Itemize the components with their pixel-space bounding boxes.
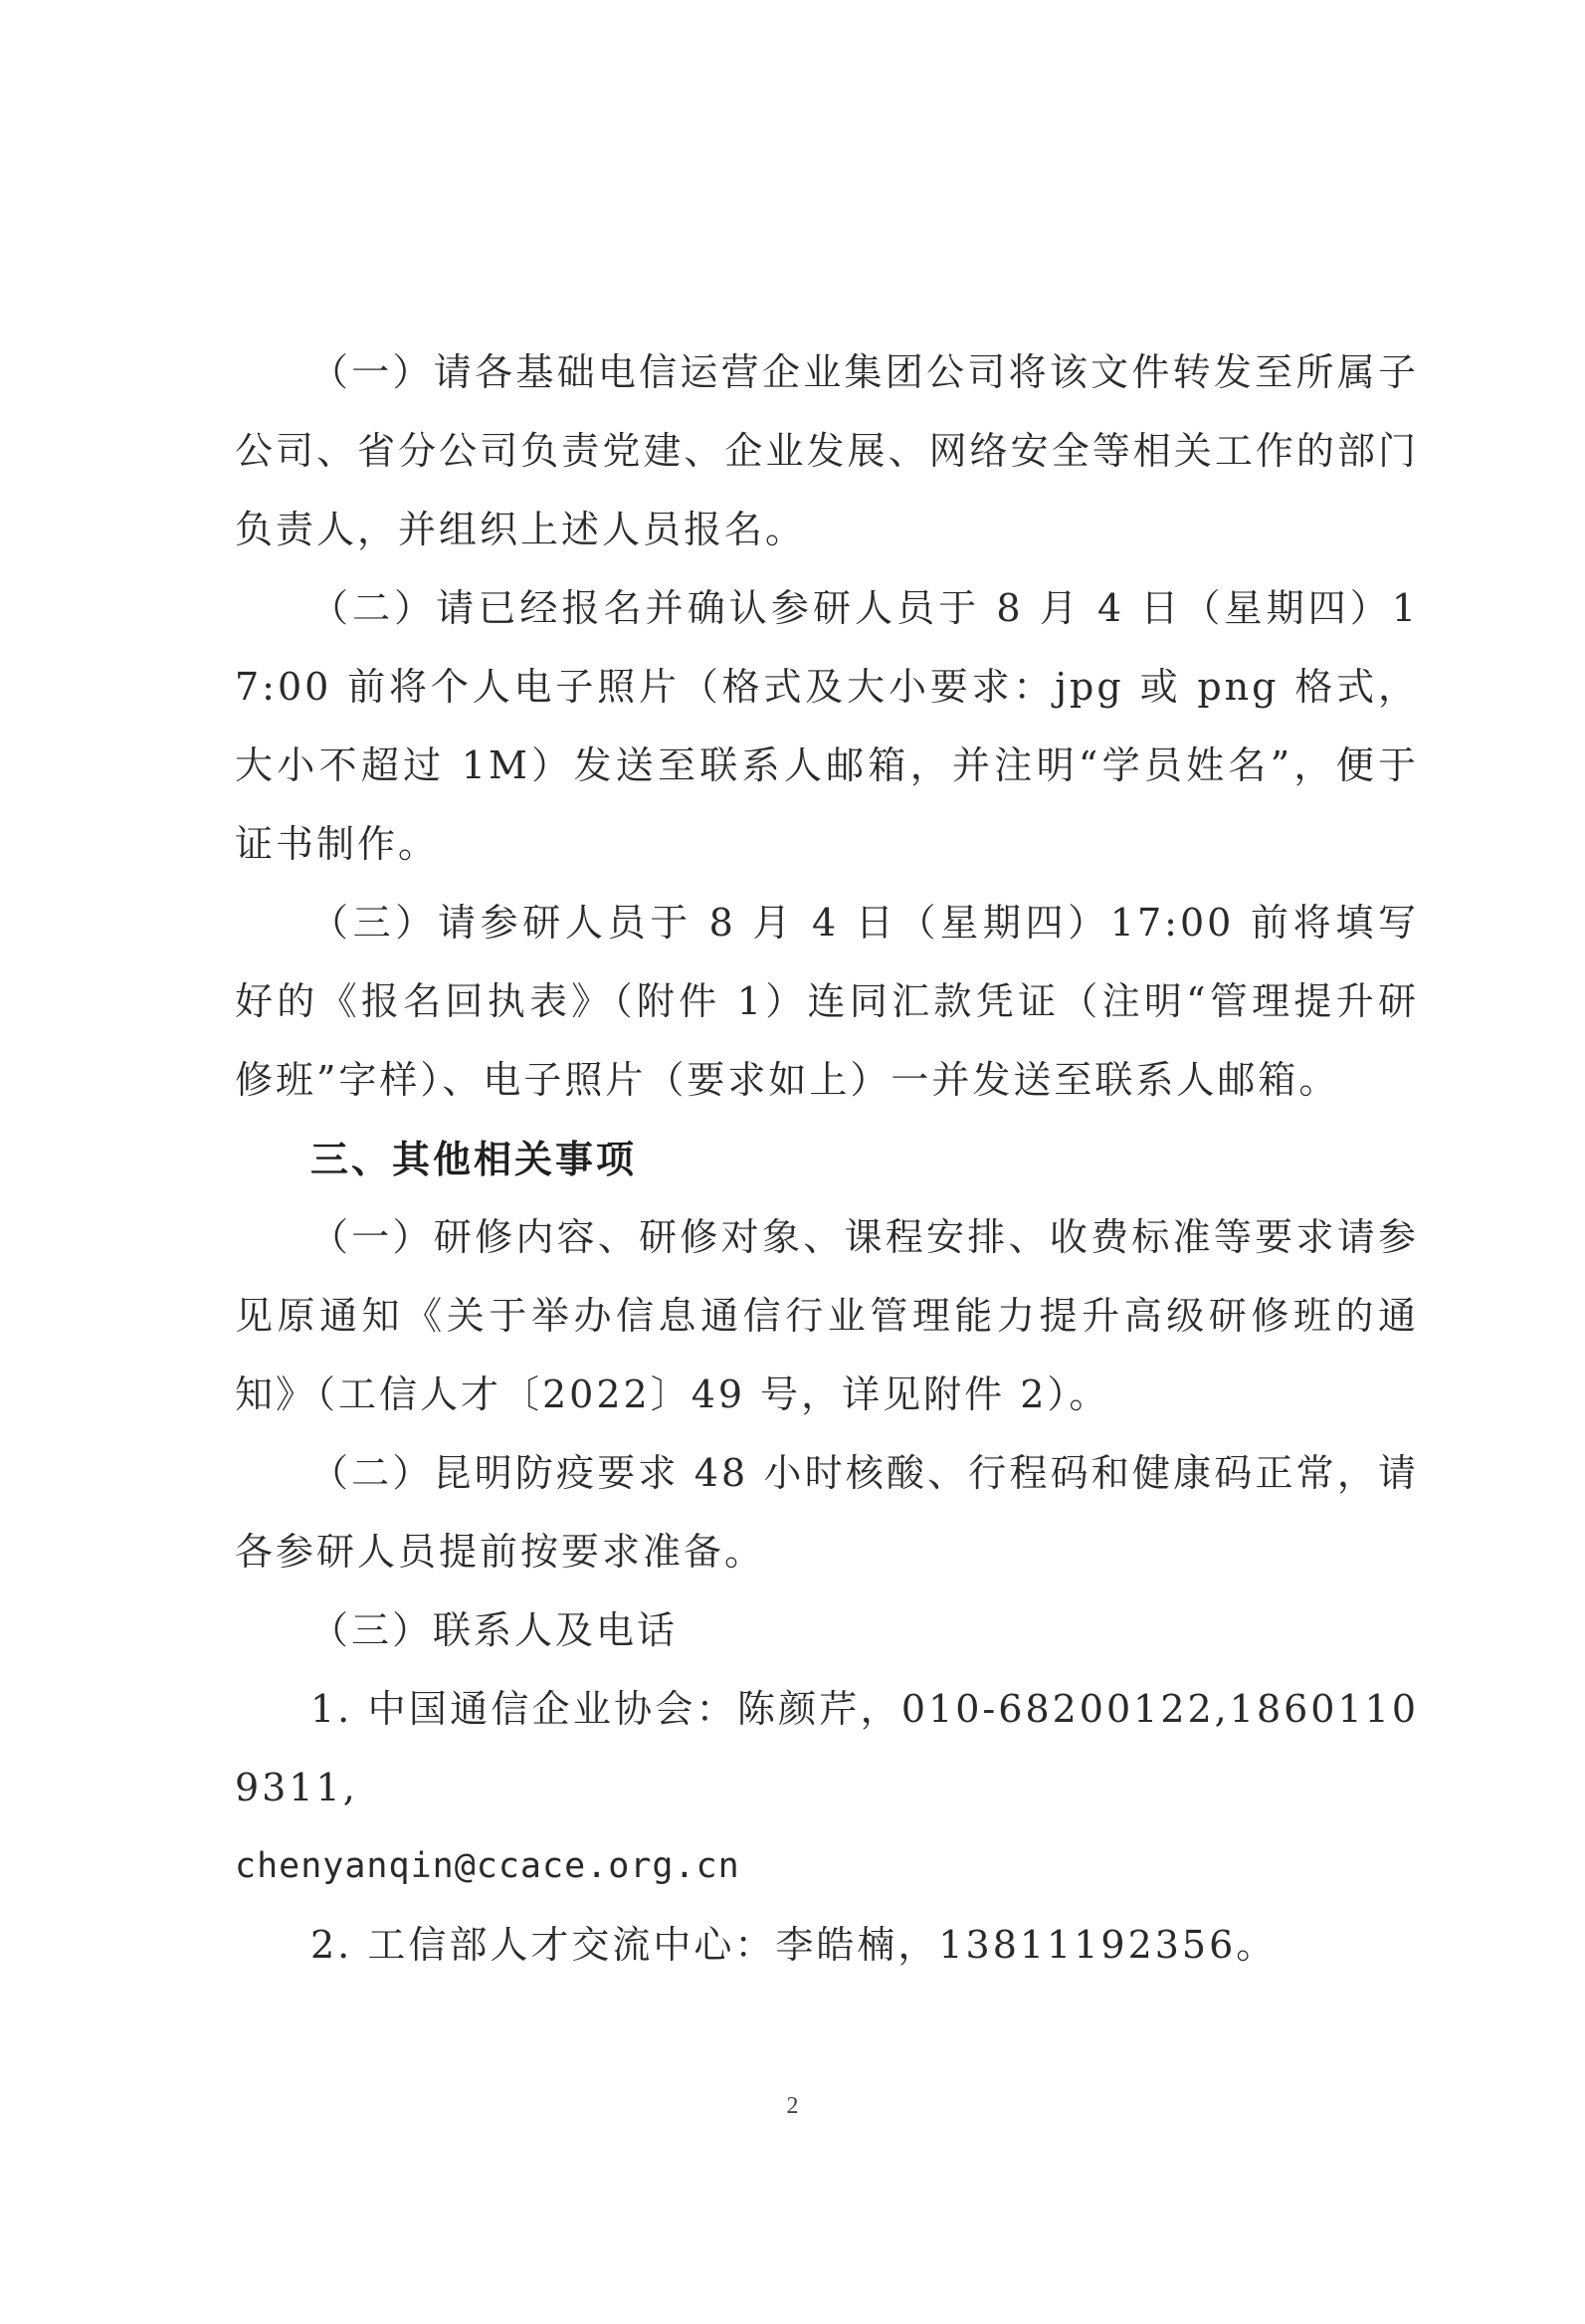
paragraph-registration-forward: （一）请各基础电信运营企业集团公司将该文件转发至所属子公司、省分公司负责党建、企业发展、网络安全等相关工作的部门负责人，并组织上述人员报名。	[235, 350, 1419, 551]
document-body	[235, 333, 1419, 1985]
paragraph-epidemic-requirements: （二）昆明防疫要求 48 小时核酸、行程码和健康码正常，请各参研人员提前按要求准备。	[235, 1451, 1419, 1574]
section-heading-other-matters: 三、其他相关事项	[310, 1137, 638, 1181]
contact-item-ccace: 1. 中国通信企业协会：陈颜芹，010-68200122,18601109311,	[235, 1687, 1419, 1809]
paragraph-course-reference: （一）研修内容、研修对象、课程安排、收费标准等要求请参见原通知《关于举办信息通信行业管理能力提升高级研修班的通知》（工信人才〔2022〕49 号，详见附件 2）。	[235, 1215, 1419, 1416]
contact-item-talent-center: 2. 工信部人才交流中心：李皓楠，13811192356。	[310, 1923, 1278, 1967]
contact-email: chenyanqin@ccace.org.cn	[235, 1846, 740, 1886]
paragraph-photo-submission: （二）请已经报名并确认参研人员于 8 月 4 日（星期四）17:00 前将个人电子照片（格式及大小要求：jpg 或 png 格式，大小不超过 1M）发送至联系人邮箱，并注明“学员姓名”，便于证书制作。	[235, 586, 1419, 866]
page-number: 2	[786, 2093, 799, 2119]
paragraph-contacts-title: （三）联系人及电话	[310, 1608, 679, 1652]
paragraph-receipt-submission: （三）请参研人员于 8 月 4 日（星期四）17:00 前将填写好的《报名回执表》（附件 1）连同汇款凭证（注明“管理提升研修班”字样）、电子照片（要求如上）一并发送至联系人邮箱。	[235, 901, 1419, 1102]
